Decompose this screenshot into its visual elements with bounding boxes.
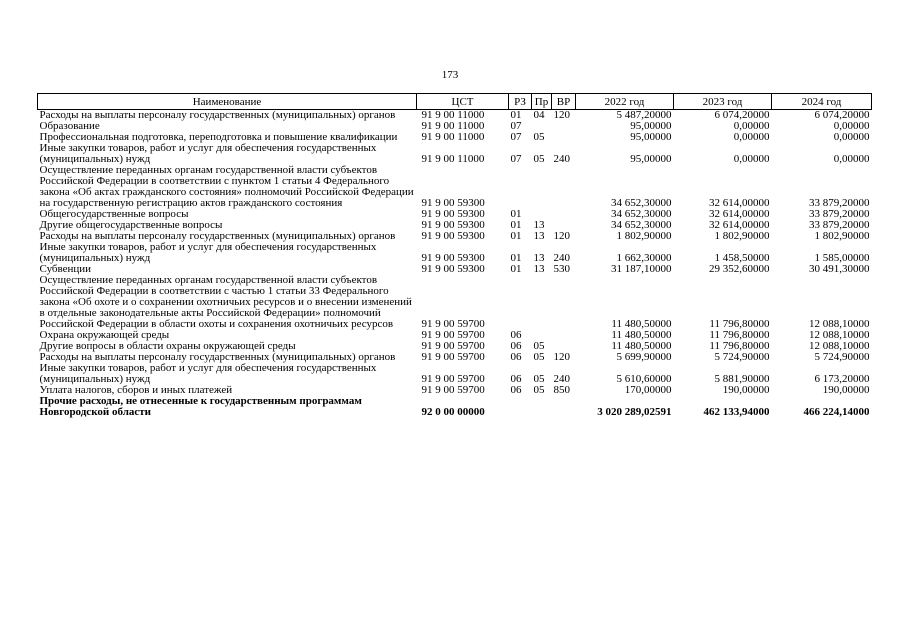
row-vr bbox=[552, 132, 576, 143]
row-value-2024: 0,00000 bbox=[833, 120, 870, 132]
row-value-2023: 462 133,94000 bbox=[703, 406, 770, 418]
table-row bbox=[38, 275, 872, 330]
header-cst: ЦСТ bbox=[417, 94, 509, 110]
row-value-2024: 190,00000 bbox=[822, 384, 870, 396]
row-pr bbox=[532, 165, 552, 209]
header-name: Наименование bbox=[38, 94, 417, 110]
row-value-2022: 34 652,30000 bbox=[611, 219, 672, 231]
row-value-2023: 32 614,00000 bbox=[709, 197, 770, 209]
row-value-2024: 33 879,20000 bbox=[809, 219, 870, 231]
row-pr: 13 bbox=[533, 230, 545, 242]
row-value-2023: 32 614,00000 bbox=[709, 208, 770, 220]
row-value-2024: 33 879,20000 bbox=[809, 208, 870, 220]
row-rz bbox=[509, 396, 532, 418]
row-value-2024: 30 491,30000 bbox=[809, 263, 870, 275]
row-rz: 07 bbox=[510, 120, 522, 132]
table-row bbox=[38, 396, 872, 418]
row-value-2024: 6 173,20000 bbox=[814, 373, 870, 385]
row-cst: 91 9 00 11000 bbox=[421, 131, 485, 143]
header-vr: ВР bbox=[552, 94, 576, 110]
row-cst: 91 9 00 59300 bbox=[421, 252, 485, 264]
row-value-2022: 31 187,10000 bbox=[611, 263, 672, 275]
row-value-2024: 466 224,14000 bbox=[803, 406, 870, 418]
header-rz: РЗ bbox=[509, 94, 532, 110]
row-rz: 06 bbox=[510, 384, 522, 396]
header-2022: 2022 год bbox=[576, 94, 674, 110]
row-cst: 91 9 00 59700 bbox=[421, 373, 485, 385]
row-cst: 91 9 00 11000 bbox=[421, 109, 485, 121]
header-2023: 2023 год bbox=[674, 94, 772, 110]
row-value-2024: 12 088,10000 bbox=[809, 329, 870, 341]
row-cst: 91 9 00 59700 bbox=[421, 340, 485, 352]
row-value-2023: 0,00000 bbox=[733, 120, 770, 132]
row-rz: 06 bbox=[510, 329, 522, 341]
row-value-2023: 1 458,50000 bbox=[714, 252, 770, 264]
row-value-2022: 1 662,30000 bbox=[616, 252, 672, 264]
row-pr bbox=[532, 275, 552, 330]
row-name: Охрана окружающей среды bbox=[39, 329, 170, 341]
row-value-2022: 34 652,30000 bbox=[611, 208, 672, 220]
row-vr bbox=[552, 121, 576, 132]
row-name: Осуществление переданных органам государственной власти субъектов Российской Федерации в соответствии с пунктом 1 статьи 4 Федерального закона «Об актах гражданского состояния» полномочий Российской Федерации на государственную регистрацию актов гражданского состояния bbox=[39, 164, 414, 209]
row-value-2024: 33 879,20000 bbox=[809, 197, 870, 209]
row-pr: 05 bbox=[533, 351, 545, 363]
row-rz bbox=[509, 275, 532, 330]
row-rz: 01 bbox=[510, 208, 522, 220]
row-name: Расходы на выплаты персоналу государственных (муниципальных) органов bbox=[39, 230, 396, 242]
row-rz: 06 bbox=[510, 340, 522, 352]
row-value-2023: 6 074,20000 bbox=[714, 109, 770, 121]
row-value-2023: 32 614,00000 bbox=[709, 219, 770, 231]
row-vr: 120 bbox=[553, 109, 570, 121]
table-row bbox=[38, 363, 872, 385]
row-cst: 91 9 00 59700 bbox=[421, 318, 485, 330]
row-rz: 01 bbox=[510, 230, 522, 242]
row-rz bbox=[509, 165, 532, 209]
row-value-2023: 0,00000 bbox=[733, 153, 770, 165]
row-value-2023: 5 724,90000 bbox=[714, 351, 770, 363]
row-pr: 13 bbox=[533, 219, 545, 231]
row-vr bbox=[552, 165, 576, 209]
table-body bbox=[38, 110, 872, 419]
row-rz: 01 bbox=[510, 219, 522, 231]
row-value-2022: 5 610,60000 bbox=[616, 373, 672, 385]
header-2024: 2024 год bbox=[772, 94, 872, 110]
table-row bbox=[38, 143, 872, 165]
row-name: Прочие расходы, не отнесенные к государственным программам Новгородской области bbox=[39, 395, 362, 418]
row-vr: 120 bbox=[553, 230, 570, 242]
row-value-2022: 95,00000 bbox=[630, 131, 672, 143]
row-value-2023: 11 796,80000 bbox=[709, 340, 770, 352]
row-value-2022: 95,00000 bbox=[630, 120, 672, 132]
row-value-2024: 1 585,00000 bbox=[814, 252, 870, 264]
table-row bbox=[38, 242, 872, 264]
row-value-2022: 95,00000 bbox=[630, 153, 672, 165]
row-name: Другие общегосударственные вопросы bbox=[39, 219, 223, 231]
row-pr: 13 bbox=[533, 252, 545, 264]
row-name: Осуществление переданных органам государственной власти субъектов Российской Федерации в соответствии с частью 1 статьи 33 Федерального закона «Об охоте и о сохранении охотничьих ресурсов и о внесении изменений в отдельные законодательные акты Российской Федерации» полномочий Российской Федерации в области охоты и сохранения охотничьих ресурсов bbox=[39, 274, 412, 330]
row-vr bbox=[552, 209, 576, 220]
row-name: Субвенции bbox=[39, 263, 92, 275]
row-cst: 91 9 00 59300 bbox=[421, 219, 485, 231]
row-name: Образование bbox=[39, 120, 100, 132]
row-pr: 04 bbox=[533, 109, 545, 121]
row-value-2023: 5 881,90000 bbox=[714, 373, 770, 385]
row-value-2024: 0,00000 bbox=[833, 131, 870, 143]
row-pr: 05 bbox=[533, 131, 545, 143]
row-name: Другие вопросы в области охраны окружающей среды bbox=[39, 340, 296, 352]
row-rz: 01 bbox=[510, 252, 522, 264]
row-rz: 01 bbox=[510, 109, 522, 121]
row-vr bbox=[552, 330, 576, 341]
row-value-2022: 3 020 289,02591 bbox=[597, 406, 672, 418]
row-value-2024: 0,00000 bbox=[833, 153, 870, 165]
row-value-2024: 1 802,90000 bbox=[814, 230, 870, 242]
row-value-2022: 11 480,50000 bbox=[611, 329, 672, 341]
row-rz: 07 bbox=[510, 153, 522, 165]
row-value-2022: 5 699,90000 bbox=[616, 351, 672, 363]
row-pr: 13 bbox=[533, 263, 545, 275]
header-pr: Пр bbox=[532, 94, 552, 110]
row-vr: 530 bbox=[553, 263, 570, 275]
row-cst: 91 9 00 59300 bbox=[421, 230, 485, 242]
row-cst: 91 9 00 59700 bbox=[421, 384, 485, 396]
row-cst: 91 9 00 11000 bbox=[421, 153, 485, 165]
budget-table bbox=[37, 93, 872, 418]
row-vr bbox=[552, 396, 576, 418]
row-cst: 92 0 00 00000 bbox=[421, 406, 485, 418]
row-name: Профессиональная подготовка, переподготовка и повышение квалификации bbox=[39, 131, 398, 143]
row-value-2024: 5 724,90000 bbox=[814, 351, 870, 363]
row-cst: 91 9 00 59300 bbox=[421, 197, 485, 209]
row-name: Иные закупки товаров, работ и услуг для обеспечения государственных (муниципальных) нужд bbox=[39, 142, 377, 165]
row-vr: 240 bbox=[553, 373, 570, 385]
row-pr bbox=[532, 396, 552, 418]
row-value-2022: 170,00000 bbox=[624, 384, 672, 396]
row-value-2024: 12 088,10000 bbox=[809, 340, 870, 352]
row-pr: 05 bbox=[533, 340, 545, 352]
row-rz: 01 bbox=[510, 263, 522, 275]
table-row bbox=[38, 165, 872, 209]
row-cst: 91 9 00 59700 bbox=[421, 351, 485, 363]
row-value-2022: 11 480,50000 bbox=[611, 340, 672, 352]
page-number: 173 bbox=[441, 69, 459, 81]
row-cst: 91 9 00 11000 bbox=[421, 120, 485, 132]
row-pr: 05 bbox=[533, 373, 545, 385]
row-rz: 07 bbox=[510, 131, 522, 143]
row-value-2023: 29 352,60000 bbox=[709, 263, 770, 275]
row-value-2022: 1 802,90000 bbox=[616, 230, 672, 242]
row-vr: 240 bbox=[553, 153, 570, 165]
row-value-2024: 12 088,10000 bbox=[809, 318, 870, 330]
row-name: Расходы на выплаты персоналу государственных (муниципальных) органов bbox=[39, 351, 396, 363]
row-value-2023: 11 796,80000 bbox=[709, 318, 770, 330]
row-vr: 850 bbox=[553, 384, 570, 396]
row-pr: 05 bbox=[533, 153, 545, 165]
row-pr: 05 bbox=[533, 384, 545, 396]
row-rz: 06 bbox=[510, 351, 522, 363]
table-header-row bbox=[38, 94, 872, 110]
row-name: Расходы на выплаты персоналу государственных (муниципальных) органов bbox=[39, 109, 396, 121]
row-value-2024: 6 074,20000 bbox=[814, 109, 870, 121]
row-vr: 120 bbox=[553, 351, 570, 363]
row-vr bbox=[552, 275, 576, 330]
row-value-2022: 5 487,20000 bbox=[616, 109, 672, 121]
row-value-2023: 1 802,90000 bbox=[714, 230, 770, 242]
row-vr: 240 bbox=[553, 252, 570, 264]
row-value-2022: 34 652,30000 bbox=[611, 197, 672, 209]
row-name: Иные закупки товаров, работ и услуг для обеспечения государственных (муниципальных) нужд bbox=[39, 241, 377, 264]
row-rz: 06 bbox=[510, 373, 522, 385]
row-value-2023: 0,00000 bbox=[733, 131, 770, 143]
row-value-2023: 190,00000 bbox=[722, 384, 770, 396]
row-cst: 91 9 00 59300 bbox=[421, 263, 485, 275]
row-name: Общегосударственные вопросы bbox=[39, 208, 189, 220]
row-name: Иные закупки товаров, работ и услуг для обеспечения государственных (муниципальных) нужд bbox=[39, 362, 377, 385]
row-cst: 91 9 00 59700 bbox=[421, 329, 485, 341]
row-value-2022: 11 480,50000 bbox=[611, 318, 672, 330]
row-name: Уплата налогов, сборов и иных платежей bbox=[39, 384, 233, 396]
row-value-2023: 11 796,80000 bbox=[709, 329, 770, 341]
row-cst: 91 9 00 59300 bbox=[421, 208, 485, 220]
